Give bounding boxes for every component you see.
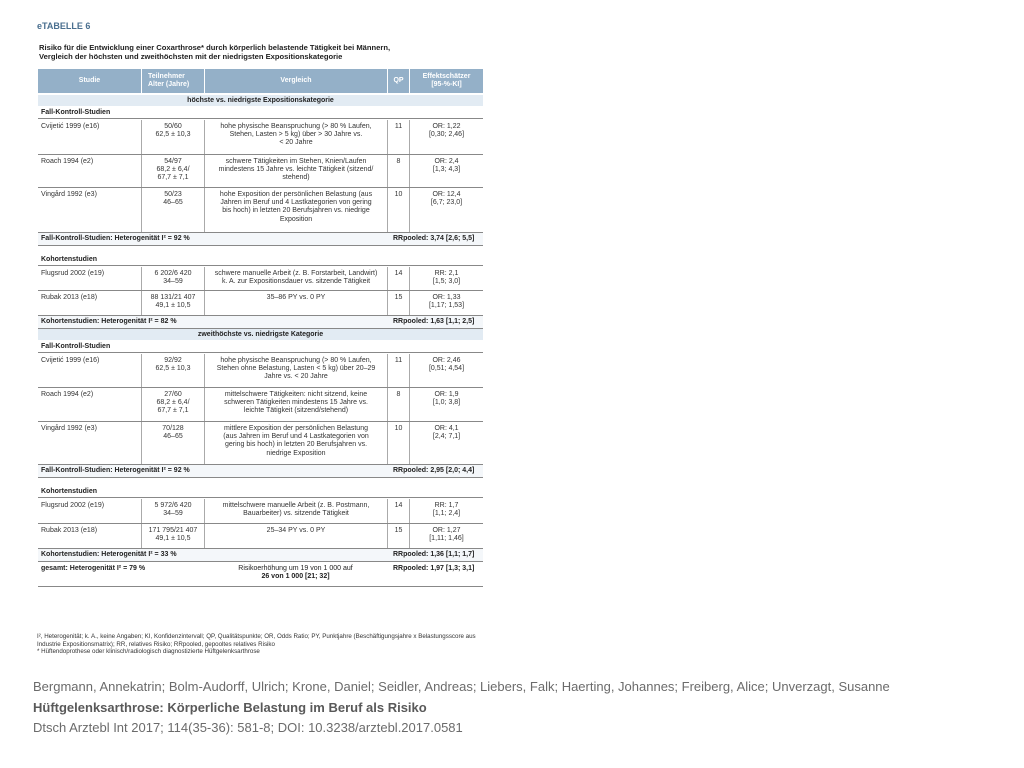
cell-qp: 15 [387, 291, 409, 315]
cell-effekt-ci: [1,11; 1,46] [429, 535, 464, 543]
cell-qp: 14 [387, 267, 409, 290]
summary-fall-kontroll-2 [38, 465, 483, 478]
cell-teilnehmer-line: 62,5 ± 10,3 [155, 365, 191, 373]
footnote-3: * Hüftendoprothese oder klinisch/radiologisch diagnostizierte Hüftgelenksarthrose [37, 648, 260, 655]
cell-effekt-ci: [1,17; 1,53] [428, 302, 465, 310]
cell-teilnehmer [141, 354, 204, 387]
cell-teilnehmer [141, 291, 204, 315]
cell-teilnehmer [141, 267, 204, 290]
cell-vergleich-line: mittlere Exposition der persönlichen Belastung [224, 425, 368, 432]
band-zweithoechste: zweithöchste vs. niedrigste Kategorie [38, 329, 483, 340]
gesamt-risk-line2: 26 von 1 000 [21; 32] [261, 573, 330, 581]
cell-vergleich-line: Stehen ohne Belastung, Lasten < 5 kg) über 20–29 [216, 365, 376, 373]
cell-vergleich-line: stehend) [282, 174, 310, 182]
cell-effekt [409, 388, 483, 421]
footnote-1: I², Heterogenität; k. A., keine Angaben; KI, Konfidenzintervall; QP, Qualitätspunkte; OR, Odds Ratio; PY, Punktjahre (Beschäftigungsjahre x Belastungsscore aus [37, 633, 476, 640]
cell-vergleich-line: (aus Jahren im Beruf und 4 Lastkategorien von [223, 433, 369, 441]
summary-kohorten [38, 316, 483, 329]
cell-studie: Roach 1994 (e2) [41, 158, 94, 165]
cell-qp: 11 [387, 120, 409, 154]
header-teilnehmer-line1: Teilnehmer [148, 73, 185, 80]
table-row [38, 388, 483, 422]
gesamt-risk [204, 565, 387, 581]
table-row [38, 120, 483, 155]
cell-vergleich [204, 524, 387, 548]
cell-teilnehmer-line: 171 795/21 407 [148, 527, 198, 534]
cell-vergleich-line: niedrige Exposition [266, 449, 326, 457]
cell-vergleich-line: schweren Tätigkeiten mindestens 15 Jahre vs. [224, 399, 368, 407]
cell-teilnehmer-line: 68,2 ± 6,4/ [156, 166, 190, 174]
header-qp: QP [387, 69, 409, 93]
cell-vergleich [204, 267, 387, 290]
cell-effekt-value: OR: 2,4 [434, 158, 459, 165]
cell-vergleich-line: bis hoch) in letzten 20 Berufsjahren vs. niedrige [222, 207, 370, 215]
cell-effekt-ci: [2,4; 7,1] [432, 433, 461, 441]
cell-vergleich [204, 155, 387, 187]
cell-effekt [409, 120, 483, 154]
table-title-line1: Risiko für die Entwicklung einer Coxarthrose* durch körperlich belastende Tätigkeit bei Männern, [39, 43, 391, 52]
cell-effekt-value: OR: 2,46 [432, 357, 461, 364]
cell-qp: 11 [387, 354, 409, 387]
header-teilnehmer [141, 69, 204, 93]
cell-vergleich-line: schwere Tätigkeiten im Stehen, Knien/Laufen [225, 158, 367, 165]
gesamt-risk-line1: Risikoerhöhung um 19 von 1 000 auf [238, 565, 353, 572]
cell-effekt-ci: [1,5; 3,0] [432, 278, 461, 286]
cell-qp: 14 [387, 499, 409, 523]
header-studie: Studie [78, 77, 101, 84]
cell-teilnehmer-line: 54/97 [164, 158, 182, 165]
cell-teilnehmer-line: 50/60 [164, 123, 182, 130]
header-effekt-line2: [95-%-KI] [431, 81, 462, 88]
gesamt-label: gesamt: Heterogenität I² = 79 % [41, 565, 146, 572]
cell-qp: 8 [387, 155, 409, 187]
cell-teilnehmer-line: 27/60 [164, 391, 182, 398]
band-hoechste: höchste vs. niedrigste Expositionskategorie [38, 95, 483, 106]
cell-effekt-ci: [1,3; 4,3] [432, 166, 461, 174]
cell-effekt-value: OR: 1,27 [432, 527, 461, 534]
cell-vergleich-line: Jahren im Beruf und 4 Lastkategorien von gering [220, 199, 372, 207]
header-teilnehmer-line2: Alter (Jahre) [148, 81, 190, 88]
cell-studie: Flugsrud 2002 (e19) [41, 502, 105, 509]
summary-kohorten-value: RRpooled: 1,63 [1,1; 2,5] [393, 318, 475, 325]
table-row [38, 422, 483, 465]
cell-teilnehmer-line: 67,7 ± 7,1 [157, 174, 189, 182]
cell-effekt [409, 354, 483, 387]
citation-authors: Bergmann, Annekatrin; Bolm-Audorff, Ulrich; Krone, Daniel; Seidler, Andreas; Liebers, Falk; Haerting, Johannes; Freiberg, Alice; Unverzagt, Susanne [33, 679, 890, 694]
cell-vergleich-line: hohe Exposition der persönlichen Belastung (aus [219, 191, 373, 198]
cell-studie: Cvijetić 1999 (e16) [41, 123, 100, 130]
summary-fall-kontroll [38, 233, 483, 246]
cell-vergleich [204, 388, 387, 421]
cell-teilnehmer [141, 388, 204, 421]
cell-studie: Rubak 2013 (e18) [41, 527, 98, 534]
cell-vergleich-line: < 20 Jahre [279, 139, 313, 147]
cell-teilnehmer [141, 422, 204, 464]
cell-vergleich-line: Exposition [279, 215, 313, 223]
table-row [38, 524, 483, 549]
cell-effekt-value: RR: 1,7 [434, 502, 459, 509]
cell-vergleich [204, 291, 387, 315]
summary-gesamt [38, 562, 483, 587]
table-title [39, 43, 489, 61]
cell-teilnehmer [141, 524, 204, 548]
cell-studie: Vingård 1992 (e3) [41, 191, 97, 198]
cell-teilnehmer-line: 62,5 ± 10,3 [155, 131, 191, 139]
cell-effekt-value: OR: 1,33 [432, 294, 461, 301]
cell-vergleich-line: gering bis hoch) in letzten 20 Berufsjahren vs. [224, 441, 368, 449]
cell-vergleich [204, 422, 387, 464]
cell-studie: Cvijetić 1999 (e16) [41, 357, 100, 364]
table-row [38, 354, 483, 388]
summary-kohorten-2-label: Kohortenstudien: Heterogenität I² = 33 % [41, 551, 177, 558]
summary-fall-kontroll-2-value: RRpooled: 2,95 [2,0; 4,4] [393, 467, 475, 474]
cell-vergleich-line: Stehen, Lasten > 5 kg) über > 30 Jahre vs. [229, 131, 363, 139]
cell-vergleich-line: mittelschwere manuelle Arbeit (z. B. Postmann, [222, 502, 370, 509]
cell-effekt-ci: [1,1; 2,4] [432, 510, 461, 518]
table-footnotes [37, 633, 497, 656]
summary-fall-kontroll-2-label: Fall-Kontroll-Studien: Heterogenität I² = 92 % [41, 467, 190, 474]
cell-teilnehmer-line: 6 202/6 420 [154, 270, 192, 277]
cell-effekt-value: OR: 12,4 [432, 191, 461, 198]
cell-teilnehmer-line: 34–59 [163, 278, 183, 286]
cell-teilnehmer-line: 49,1 ± 10,5 [155, 535, 191, 543]
table-row [38, 188, 483, 233]
cell-vergleich [204, 120, 387, 154]
cell-teilnehmer-line: 70/128 [162, 425, 184, 432]
summary-kohorten-2-value: RRpooled: 1,36 [1,1; 1,7] [393, 551, 475, 558]
cell-vergleich-line: Jahre vs. < 20 Jahre [264, 373, 328, 381]
section-fall-kontroll-2: Fall-Kontroll-Studien [38, 341, 483, 353]
cell-studie: Rubak 2013 (e18) [41, 294, 98, 301]
summary-fall-kontroll-label: Fall-Kontroll-Studien: Heterogenität I² = 92 % [41, 235, 190, 242]
table-row [38, 155, 483, 188]
cell-teilnehmer-line: 88 131/21 407 [150, 294, 196, 301]
cell-qp: 10 [387, 188, 409, 232]
cell-vergleich-line: schwere manuelle Arbeit (z. B. Forstarbeit, Landwirt) [214, 270, 378, 277]
cell-effekt-ci: [0,30; 2,46] [428, 131, 465, 139]
cell-qp: 15 [387, 524, 409, 548]
summary-fall-kontroll-value: RRpooled: 3,74 [2,6; 5,5] [393, 235, 475, 242]
cell-teilnehmer [141, 155, 204, 187]
cell-teilnehmer [141, 499, 204, 523]
gesamt-value: RRpooled: 1,97 [1,3; 3,1] [393, 565, 475, 572]
header-effekt [409, 69, 483, 93]
cell-effekt-ci: [0,51; 4,54] [428, 365, 465, 373]
citation-source: Dtsch Arztebl Int 2017; 114(35-36): 581-8; DOI: 10.3238/arztebl.2017.0581 [33, 720, 463, 735]
cell-teilnehmer-line: 49,1 ± 10,5 [155, 302, 191, 310]
cell-teilnehmer-line: 67,7 ± 7,1 [157, 407, 189, 415]
cell-studie: Vingård 1992 (e3) [41, 425, 97, 432]
cell-effekt-value: OR: 4,1 [434, 425, 459, 432]
cell-teilnehmer-line: 46–65 [163, 199, 183, 207]
cell-teilnehmer-line: 34–59 [163, 510, 183, 518]
cell-effekt [409, 499, 483, 523]
cell-effekt [409, 267, 483, 290]
cell-teilnehmer [141, 120, 204, 154]
cell-effekt-ci: [1,0; 3,8] [432, 399, 461, 407]
cell-teilnehmer-line: 46–65 [163, 433, 183, 441]
cell-effekt [409, 524, 483, 548]
cell-effekt-value: RR: 2,1 [434, 270, 459, 277]
citation-title: Hüftgelenksarthrose: Körperliche Belastung im Beruf als Risiko [33, 700, 427, 715]
cell-vergleich-line: 25–34 PY vs. 0 PY [266, 527, 326, 534]
table-row [38, 267, 483, 291]
section-kohorten-2: Kohortenstudien [38, 486, 483, 498]
table-document [27, 17, 492, 655]
cell-qp: 10 [387, 422, 409, 464]
table-title-line2: Vergleich der höchsten und zweithöchsten mit der niedrigsten Expositionskategorie [39, 52, 343, 61]
cell-qp: 8 [387, 388, 409, 421]
cell-teilnehmer-line: 68,2 ± 6,4/ [156, 399, 190, 407]
table-label: eTABELLE 6 [37, 21, 91, 31]
section-fall-kontroll: Fall-Kontroll-Studien [38, 107, 483, 119]
cell-teilnehmer-line: 92/92 [164, 357, 182, 364]
summary-kohorten-label: Kohortenstudien: Heterogenität I² = 82 % [41, 318, 177, 325]
cell-studie: Roach 1994 (e2) [41, 391, 94, 398]
footnote-2: Industrie Expositionsmatrix); RR, relatives Risiko; RRpooled, gepooltes relatives Risiko [37, 640, 275, 648]
cell-effekt [409, 188, 483, 232]
header-vergleich: Vergleich [204, 69, 387, 93]
cell-vergleich-line: Bauarbeiter) vs. sitzende Tätigkeit [243, 510, 349, 518]
table-header [38, 69, 483, 93]
cell-vergleich [204, 499, 387, 523]
cell-effekt-value: OR: 1,9 [434, 391, 459, 398]
cell-vergleich-line: mindestens 15 Jahre vs. leichte Tätigkeit (sitzend/ [218, 166, 374, 174]
table-row [38, 291, 483, 316]
cell-vergleich-line: mittelschwere Tätigkeiten: nicht sitzend, keine [224, 391, 368, 398]
cell-vergleich-line: hohe physische Beanspruchung (> 80 % Laufen, [220, 357, 372, 364]
section-kohorten: Kohortenstudien [38, 254, 483, 266]
cell-vergleich [204, 354, 387, 387]
cell-effekt [409, 422, 483, 464]
cell-vergleich-line: hohe physische Beanspruchung (> 80 % Laufen, [220, 123, 372, 130]
cell-teilnehmer-line: 5 972/6 420 [154, 502, 192, 509]
cell-effekt [409, 155, 483, 187]
cell-effekt [409, 291, 483, 315]
summary-kohorten-2 [38, 549, 483, 562]
cell-effekt-value: OR: 1,22 [432, 123, 461, 130]
table-row [38, 499, 483, 524]
cell-effekt-ci: [6,7; 23,0] [430, 199, 463, 207]
cell-vergleich-line: k. A. zur Expositionsdauer vs. sitzende Tätigkeit [221, 278, 371, 286]
cell-teilnehmer [141, 188, 204, 232]
cell-vergleich-line: leichte Tätigkeit (sitzend/stehend) [243, 407, 349, 415]
header-effekt-line1: Effektschätzer [422, 73, 471, 80]
cell-studie: Flugsrud 2002 (e19) [41, 270, 105, 277]
cell-teilnehmer-line: 50/23 [164, 191, 182, 198]
cell-vergleich [204, 188, 387, 232]
cell-vergleich-line: 35–86 PY vs. 0 PY [266, 294, 326, 301]
